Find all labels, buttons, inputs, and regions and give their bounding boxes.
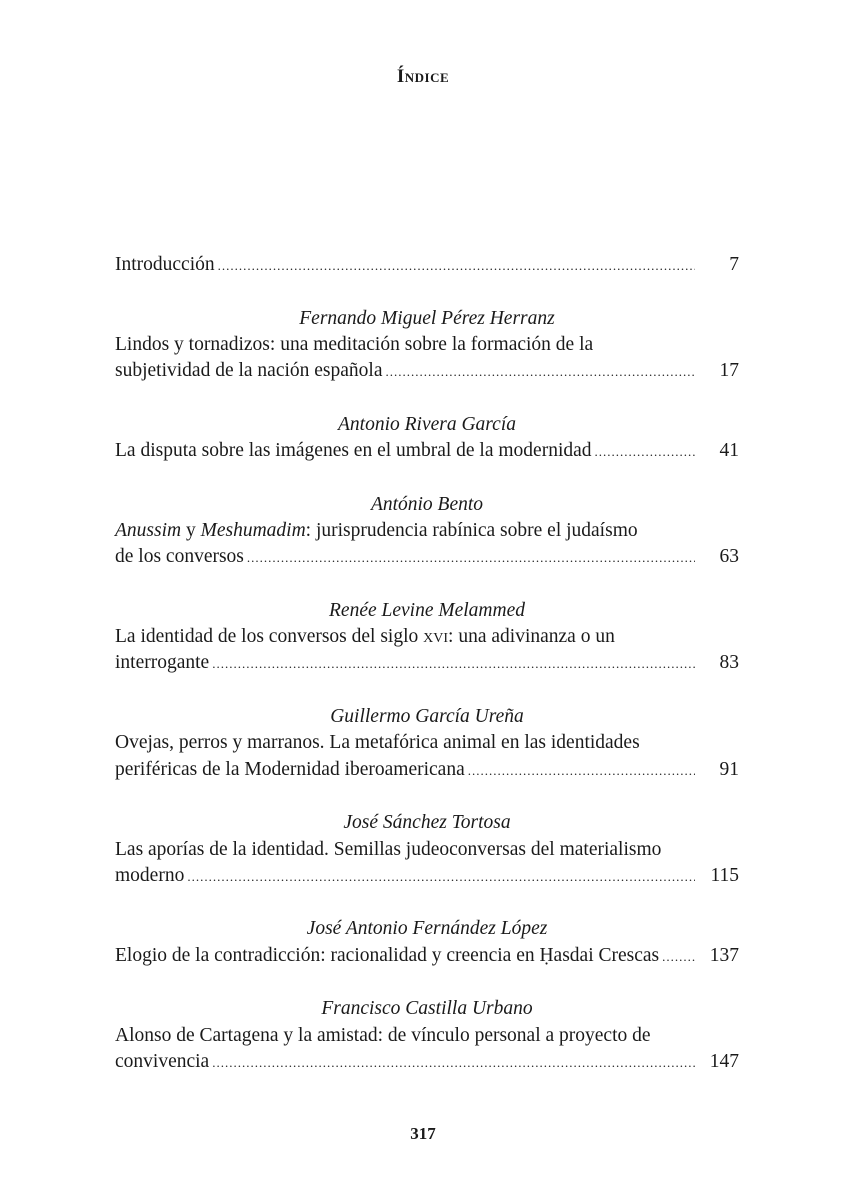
page-number: 147 [709,1050,739,1072]
entry-author: Guillermo García Ureña [330,706,524,728]
text-segment: : jurisprudencia rabínica sobre el judaísmo [305,519,638,541]
dot-leader [247,545,695,571]
entry-author: Renée Levine Melammed [329,599,525,621]
page-number: 83 [719,652,739,674]
toc-entry[interactable] [115,598,739,678]
toc-entry[interactable] [115,916,739,970]
page-number: 91 [719,758,739,780]
dot-leader [595,439,695,465]
entry-title: interrogante [115,652,210,674]
page-number: 7 [729,254,739,275]
dot-leader [212,1050,695,1076]
page-number: 63 [719,546,739,568]
entry-title-line [115,518,739,544]
entry-author: Antonio Rivera García [338,413,516,435]
entry-author: Fernando Miguel Pérez Herranz [299,307,555,329]
page-number: 115 [710,864,739,886]
italic-term: Meshumadim [200,519,306,541]
entry-title: La disputa sobre las imágenes en el umbral de la modernidad [115,440,592,462]
toc-entry[interactable] [115,412,739,466]
dot-leader [212,651,695,677]
dot-leader [386,359,696,385]
entry-title: de los conversos [115,546,244,568]
entry-author: José Sánchez Tortosa [343,812,511,834]
entry-author: Francisco Castilla Urbano [321,998,533,1020]
entry-title-line: Lindos y tornadizos: una meditación sobre la formación de la [115,333,594,355]
entry-title: convivencia [115,1050,210,1072]
page-number: 17 [719,360,739,382]
italic-term: Anussim [115,519,182,541]
folio-page-number: 317 [410,1124,436,1143]
toc-entry[interactable] [115,996,739,1076]
text-segment: y [181,519,201,541]
entry-author: António Bento [370,493,484,515]
dot-leader [468,758,695,784]
text-segment: La identidad de los conversos del siglo [115,626,424,648]
entry-title-line [115,624,739,650]
toc-entry[interactable] [115,704,739,784]
entry-title-line: Las aporías de la identidad. Semillas judeoconversas del materialismo [115,838,662,860]
entry-title: moderno [115,864,185,886]
entry-title-line: Alonso de Cartagena y la amistad: de vínculo personal a proyecto de [115,1024,651,1046]
entry-author: José Antonio Fernández López [306,918,548,940]
toc-entry[interactable] [115,306,739,386]
entry-title: Elogio de la contradicción: racionalidad y creencia en Ḥasdai Crescas [115,944,660,966]
table-of-contents [115,252,739,1103]
entry-title: Introducción [115,254,215,275]
page-title: Índice [396,66,450,87]
entry-title-line: Ovejas, perros y marranos. La metafórica animal en las identidades [115,732,640,754]
page-number: 137 [709,944,739,966]
dot-leader [662,944,695,970]
toc-entry-introduction[interactable] [115,252,739,279]
toc-entry[interactable] [115,810,739,890]
dot-leader [187,864,695,890]
toc-entry[interactable] [115,492,739,572]
century-numeral: xvi [423,626,449,648]
page-number: 41 [719,440,739,462]
entry-title: periféricas de la Modernidad iberoamericana [115,758,465,780]
text-segment: : una adivinanza o un [448,626,615,648]
entry-title: subjetividad de la nación española [115,360,383,382]
dot-leader [218,253,695,279]
